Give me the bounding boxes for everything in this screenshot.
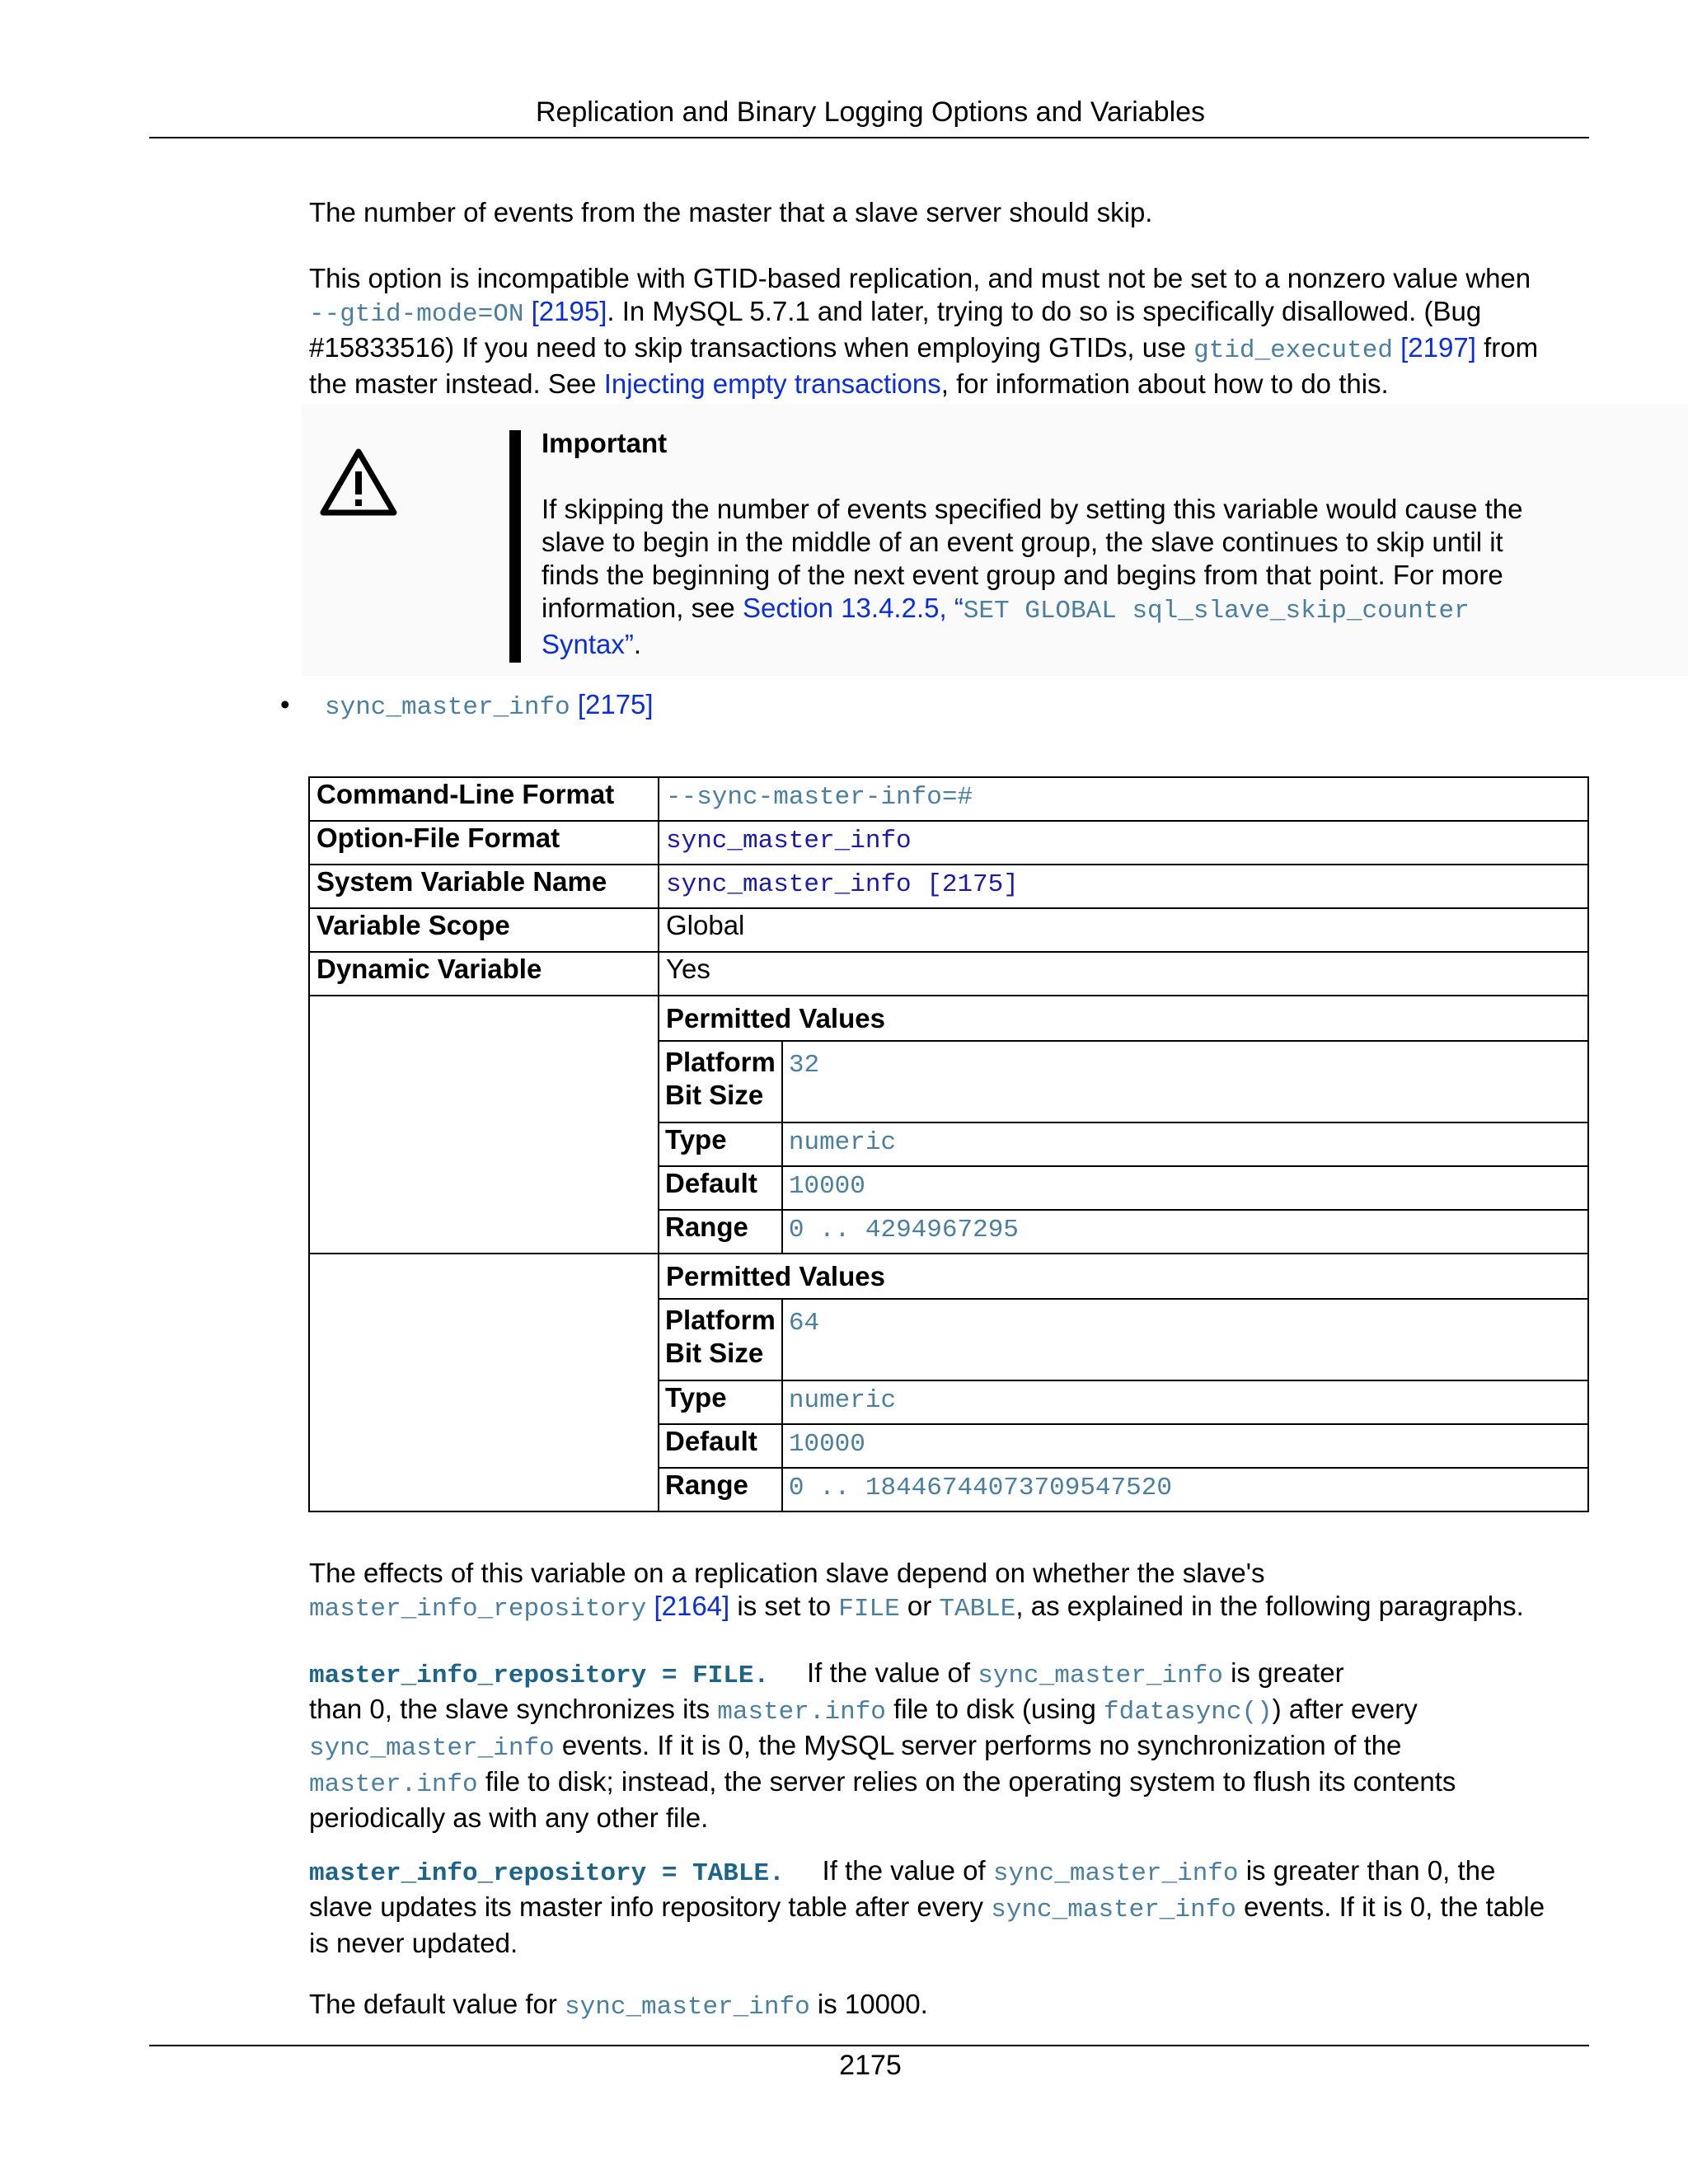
running-header: Replication and Binary Logging Options and Variables [535,96,1206,128]
footer-rule [149,2045,1589,2046]
default-value-paragraph: The default value for sync_master_info is 10000. [309,1989,928,2022]
header-rule [149,137,1589,138]
note-vertical-bar [509,430,521,663]
important-note-text: Important If skipping the number of events specified by setting this variable would cause the slave to begin in the middle of an event group, the slave continues to skip until it finds the beginning of the next event group and begins from that point. For more information, see Section 13.4.2.5, “SET GLOBAL sql_slave_skip_counter Syntax”. [542,427,1564,661]
page-number: 2175 [839,2050,902,2081]
table-row [309,777,1588,821]
table-row [309,908,1588,952]
permitted-values-heading: Permitted Values [659,996,1587,1042]
gtid-executed-code[interactable]: gtid_executed [1193,336,1393,365]
table-repository-paragraph: master_info_repository = TABLE. If the value of sync_master_info is greater than 0, the slave updates its master info repository table after every sync_master_info events. If it is 0, the table is never updated. [309,1855,1545,1958]
permitted-values-32: Platform Bit Size 32 Type numeric Default 10000 Range 0 .. 4294967295 [659,1042,1587,1253]
intro-paragraph-2: This option is incompatible with GTID-based replication, and must not be set to a nonzero value when --gtid-mode=ON [2195]. In MySQL 5.7.1 and later, trying to do so is specifically disallowed. (Bug #15833516) If you need to skip transactions when employing GTIDs, use gtid_executed [2197] from the master instead. See Injecting empty transactions, for information about how to do this. [309,263,1539,399]
warning-triangle-icon [318,447,399,518]
gtid-mode-code[interactable]: --gtid-mode=ON [309,300,524,329]
platform-bit-size-value: 32 [788,1051,820,1080]
gtid-mode-ref-link[interactable]: [2195] [531,296,607,326]
default-value: 10000 [788,1430,865,1459]
permitted-values-row [309,996,1588,1254]
type-value: numeric [788,1386,897,1415]
gtid-executed-ref-link[interactable]: [2197] [1400,332,1476,363]
option-file-format-value: sync_master_info [666,827,912,855]
row-label: System Variable Name [309,865,659,908]
range-value: 0 .. 18446744073709547520 [788,1474,1172,1502]
master-info-repository-code[interactable]: master_info_repository [309,1595,647,1624]
master-info-repository-ref-link[interactable]: [2164] [654,1591,730,1621]
section-13-4-2-5-link[interactable]: Section 13.4.2.5, “ [742,593,964,623]
command-line-format-value: --sync-master-info=# [666,783,973,812]
bullet-item [325,688,654,724]
row-label: Option-File Format [309,821,659,865]
table-row [309,821,1588,865]
platform-bit-size-value: 64 [788,1309,820,1338]
table-repository-heading: master_info_repository = TABLE. [309,1859,785,1888]
row-label: Command-Line Format [309,777,659,821]
intro-paragraph-1: The number of events from the master that a slave server should skip. [309,197,1153,227]
permitted-values-heading: Permitted Values [659,1254,1587,1300]
table-row [309,865,1588,908]
set-global-code[interactable]: SET GLOBAL sql_slave_skip_counter [963,597,1470,626]
effects-paragraph: The effects of this variable on a replication slave depend on whether the slave's master_info_repository [2164] is set to FILE or TABLE, as explained in the following paragraphs. [309,1558,1524,1624]
dynamic-variable-value: Yes [659,952,1588,996]
sync-master-info-code[interactable]: sync_master_info [325,693,570,722]
variable-scope-value: Global [659,908,1588,952]
note-title: Important [542,428,668,458]
file-repository-heading: master_info_repository = FILE. [309,1661,770,1690]
default-value: 10000 [788,1172,865,1201]
range-value: 0 .. 4294967295 [788,1216,1019,1244]
system-variable-name-link[interactable]: sync_master_info [2175] [666,870,1019,899]
file-repository-paragraph: master_info_repository = FILE. If the value of sync_master_info is greater than 0, the slave synchronizes its master.info file to disk (using fdatasync()) after every sync_master_info events. If it is 0, the MySQL server performs no synchronization of the master.info file to disk; instead, the server relies on the operating system to flush its contents periodically as with any other file. [309,1657,1456,1833]
variable-table [308,776,1589,1512]
permitted-values-row [309,1254,1588,1511]
row-label: Variable Scope [309,908,659,952]
bullet-dot: • [280,689,290,719]
syntax-link[interactable]: Syntax” [542,629,634,659]
row-label: Dynamic Variable [309,952,659,996]
type-value: numeric [788,1128,897,1157]
permitted-values-64: Platform Bit Size 64 Type numeric Default 10000 Range 0 .. 18446744073709547520 [659,1300,1587,1511]
sync-master-info-ref-link[interactable]: [2175] [577,689,654,719]
table-row [309,952,1588,996]
injecting-empty-transactions-link[interactable]: Injecting empty transactions [603,368,941,399]
